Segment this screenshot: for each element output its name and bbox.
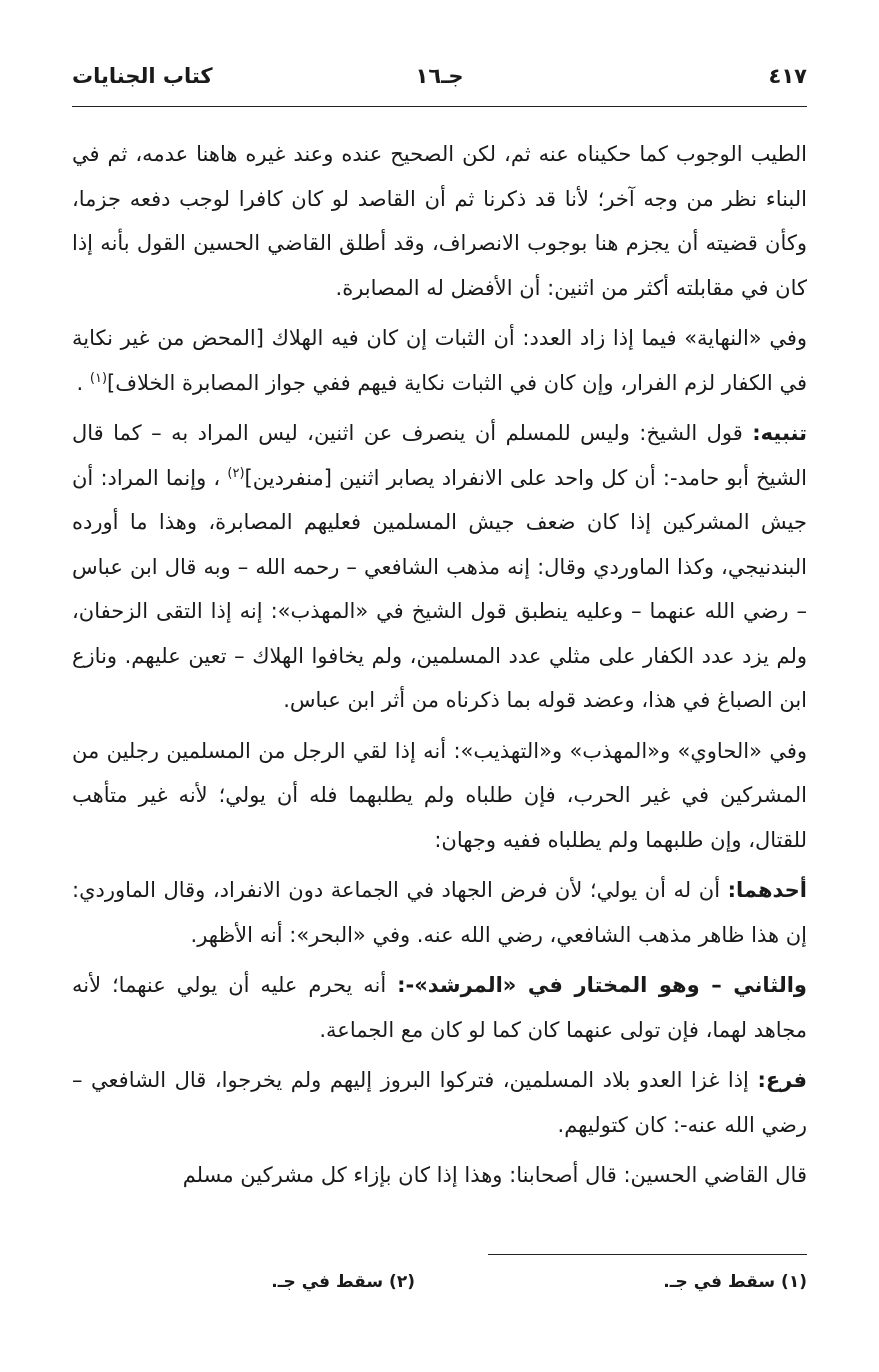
- header-rule: [72, 106, 807, 107]
- paragraph: وفي «النهاية» فيما إذا زاد العدد: أن الثبات إن كان فيه الهلاك [المحض من غير نكاية في الكفار لزم الفرار، وإن كان في الثبات نكاية فيهم ففي جواز المصابرة الخلاف]$^{(١)}$ .: [72, 326, 807, 395]
- paragraph: قال القاضي الحسين: قال أصحابنا: وهذا إذا كان بإزاء كل مشركين مسلم: [182, 1163, 807, 1187]
- paragraph: أحدهما: أن له أن يولي؛ لأن فرض الجهاد في الجماعة دون الانفراد، وقال الماوردي: إن هذا ظاهر مذهب الشافعي، رضي الله عنه. وفي «البحر»: أنه الأظهر.: [72, 878, 807, 947]
- footnote-ref: (١): [89, 370, 108, 386]
- footnote-rule: [488, 1254, 807, 1255]
- paragraph-lead: تنبيه:: [752, 421, 807, 445]
- paragraph: الطيب الوجوب كما حكيناه عنه ثم، لكن الصحيح عنده وعند غيره هاهنا عدمه، ثم في البناء نظر من وجه آخر؛ لأنا قد ذكرنا ثم أن القاصد لو كان كافرا لوجب دفعه جزما، وكأن قضيته أن يجزم هنا بوجوب الانصراف، وقد أطلق القاضي الحسين القول بأنه إذا كان في مقابلته أكثر من اثنين: أن الأفضل له المصابرة.: [72, 142, 807, 300]
- paragraph-lead: أحدهما:: [727, 878, 807, 902]
- paragraph-lead: والثاني – وهو المختار في «المرشد»-:: [397, 973, 807, 997]
- paragraph-lead: فرع:: [757, 1068, 807, 1092]
- volume-number: جـ١٦: [415, 64, 464, 88]
- paragraph: والثاني – وهو المختار في «المرشد»-: أنه يحرم عليه أن يولي عنهما؛ لأنه مجاهد لهما، فإن تولى عنهما كان كما لو كان مع الجماعة.: [72, 973, 807, 1042]
- footnote-2: (٢) سقط في جـ.: [271, 1272, 415, 1292]
- main-text: [72, 132, 807, 1198]
- page-number: ٤١٧: [768, 64, 807, 88]
- footnote-ref: (٢): [227, 465, 245, 481]
- footnotes: [72, 1268, 807, 1304]
- paragraph: وفي «الحاوي» و«المهذب» و«التهذيب»: أنه إذا لقي الرجل من المسلمين رجلين من المشركين في غير الحرب، فإن طلباه ولم يطلبهما فله أن يولي؛ لأنه غير متأهب للقتال، وإن طلبهما ولم يطلباه ففيه وجهان:: [72, 738, 807, 852]
- footnote-1: (١) سقط في جـ.: [663, 1272, 807, 1292]
- paragraph: تنبيه: قول الشيخ: وليس للمسلم أن ينصرف عن اثنين، ليس المراد به – كما قال الشيخ أبو حامد-: أن كل واحد على الانفراد يصابر اثنين [منفردين]$^{(٢)}$ ، وإنما المراد: أن جيش المشركين إذا كان ضعف جيش المسلمين فعليهم المصابرة، وهذا ما أورده البندنيجي، وكذا الماوردي وقال: إنه مذهب الشافعي – رحمه الله – وبه قال ابن عباس – رضي الله عنهما – وعليه ينطبق قول الشيخ في «المهذب»: إنه إذا التقى الزحفان، ولم يزد عدد الكفار على مثلي عدد المسلمين، ولم يخافوا الهلاك – تعين عليهم. ونازع ابن الصباغ في هذا، وعضد قوله بما ذكرناه من أثر ابن عباس.: [72, 421, 807, 712]
- running-header: [72, 60, 807, 100]
- book-title: كتاب الجنايات: [72, 64, 213, 88]
- paragraph: فرع: إذا غزا العدو بلاد المسلمين، فتركوا البروز إليهم ولم يخرجوا، قال الشافعي – رضي الله عنه-: كان كتوليهم.: [72, 1068, 807, 1137]
